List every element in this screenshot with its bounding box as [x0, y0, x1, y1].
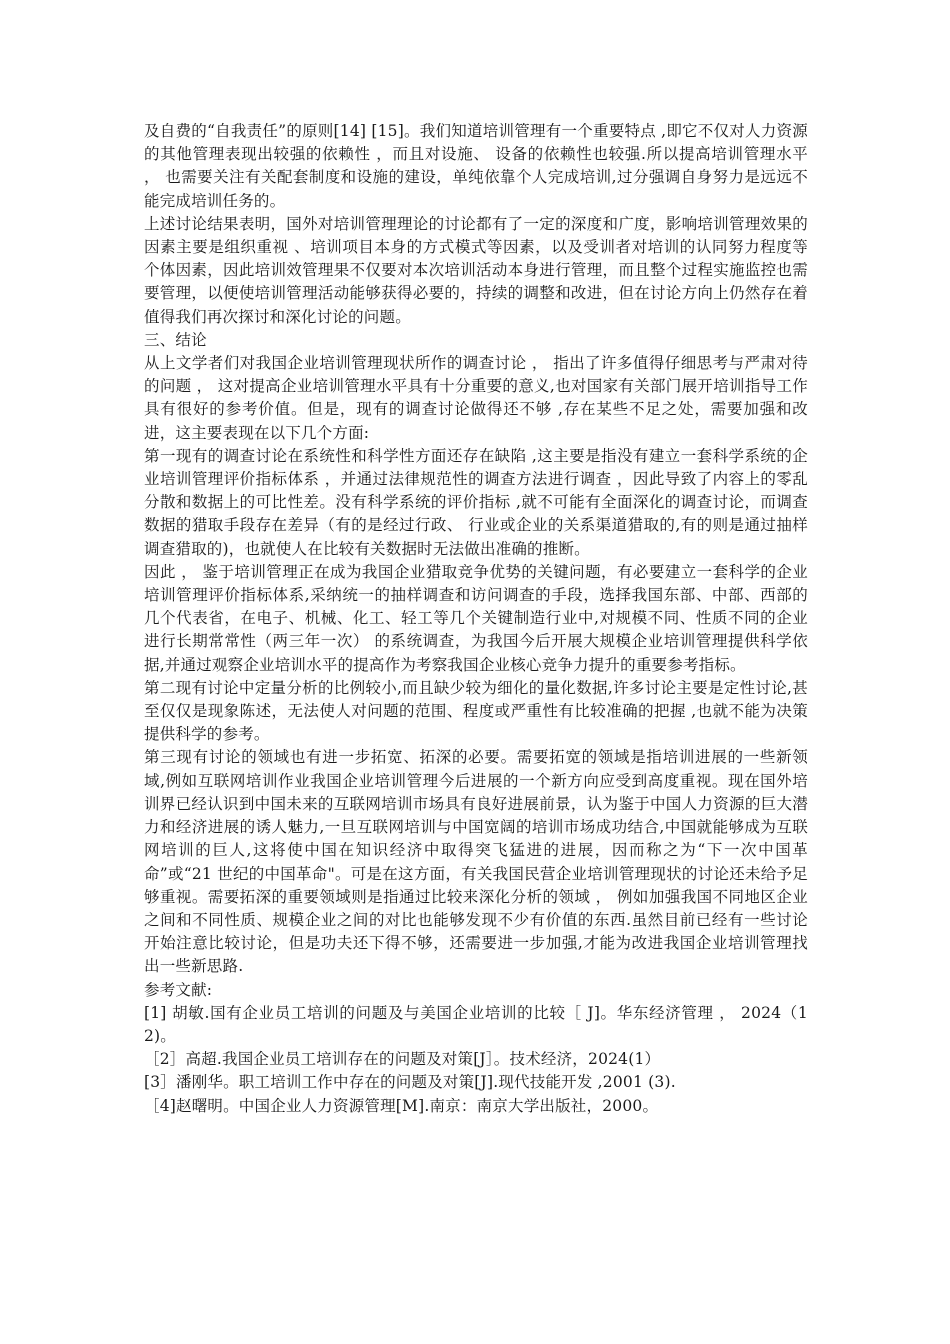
conclusion-paragraph-5: 第三现有讨论的领域也有进一步拓宽、拓深的必要。需要拓宽的领域是指培训进展的一些新领域,例如互联网培训作业我国企业培训管理今后进展的一个新方向应受到高度重视。现在国外培训界已经认识到中国未来的互联网培训市场具有良好进展前景，认为鉴于中国人力资源的巨大潜力和经济进展的诱人魅力,一旦互联网培训与中国宽阔的培训市场成功结合,中国就能够成为互联网培训的巨人,这将使中国在知识经济中取得突飞猛进的进展，因而称之为“下一次中国革命”或“21 世纪的中国革命"。可是在这方面，有关我国民营企业培训管理现状的讨论还未给予足够重视。需要拓深的重要领域则是指通过比较来深化分析的领域 ， 例如加强我国不同地区企业之间和不同性质、规模企业之间的对比也能够发现不少有价值的东西.虽然目前已经有一些讨论开始注意比较讨论，但是功夫还下得不够，还需要进一步加强,才能为改进我国企业培训管理找出一些新思路. [144, 748, 808, 976]
document-page [144, 120, 808, 1118]
body-paragraph-2: 上述讨论结果表明，国外对培训管理理论的讨论都有了一定的深度和广度，影响培训管理效果的因素主要是组织重视 、培训项目本身的方式模式等因素，以及受训者对培训的认同努力程度等个体因素，因此培训效管理果不仅要对本次培训活动本身进行管理，而且整个过程实施监控也需要管理，以便使培训管理活动能够获得必要的，持续的调整和改进，但在讨论方向上仍然存在着值得我们再次探讨和深化讨论的问题。 [144, 214, 808, 326]
conclusion-paragraph-1: 从上文学者们对我国企业培训管理现状所作的调查讨论 ， 指出了许多值得仔细思考与严肃对待的问题 ， 这对提高企业培训管理水平具有十分重要的意义,也对国家有关部门展开培训指导工作具有很好的参考价值。但是，现有的调查讨论做得还不够 ,存在某些不足之处，需要加强和改进，这主要表现在以下几个方面: [144, 354, 808, 442]
conclusion-paragraph-3: 因此 ， 鉴于培训管理正在成为我国企业猎取竞争优势的关键问题，有必要建立一套科学的企业培训管理评价指标体系,采纳统一的抽样调查和访问调查的手段，选择我国东部、中部、西部的几个代表省，在电子、机械、化工、轻工等几个关键制造行业中,对规模不同、性质不同的企业进行长期常常性（两三年一次） 的系统调查，为我国今后开展大规模企业培训管理提供科学依据,并通过观察企业培训水平的提高作为考察我国企业核心竞争力提升的重要参考指标。 [144, 562, 808, 674]
reference-item-3: [3］潘刚华。职工培训工作中存在的问题及对策[J].现代技能开发 ,2001 (3). [144, 1073, 676, 1092]
reference-item-2: ［2］高超.我国企业员工培训存在的问题及对策[J］。技术经济，2024(1） [144, 1050, 661, 1069]
conclusion-paragraph-4: 第二现有讨论中定量分析的比例较小,而且缺少较为细化的量化数据,许多讨论主要是定性讨论,甚至仅仅是现象陈述，无法使人对问题的范围、程度或严重性有比较准确的把握 ,也就不能为决策提供科学的参考。 [144, 678, 808, 744]
section-heading-conclusion: 三、结论 [144, 330, 207, 349]
reference-item-4: ［4]赵曙明。中国企业人力资源管理[M].南京：南京大学出版社，2000。 [144, 1096, 659, 1115]
body-paragraph-1: 及自费的“自我责任”的原则[14] [15]。我们知道培训管理有一个重要特点 ,即它不仅对人力资源的其他管理表现出较强的依赖性 ，而且对设施、 设备的依赖性也较强.所以提高培训管理水平 ， 也需要关注有关配套制度和设施的建设，单纯依靠个人完成培训,过分强调自身努力是远远不能完成培训任务的。 [144, 122, 808, 210]
reference-item-1: [1] 胡敏.国有企业员工培训的问题及与美国企业培训的比较［ J]。华东经济管理 ， 2024（12)。 [144, 1003, 808, 1045]
references-heading: 参考文献: [144, 980, 213, 999]
conclusion-paragraph-2: 第一现有的调查讨论在系统性和科学性方面还存在缺陷 ,这主要是指没有建立一套科学系统的企业培训管理评价指标体系 ，并通过法律规范性的调查方法进行调查 ，因此导致了内容上的零乱分散和数据上的可比性差。没有科学系统的评价指标 ,就不可能有全面深化的调查讨论，而调查数据的猎取手段存在差异（有的是经过行政、 行业或企业的关系渠道猎取的,有的则是通过抽样调查猎取的)，也就使人在比较有关数据时无法做出准确的推断。 [144, 446, 808, 558]
